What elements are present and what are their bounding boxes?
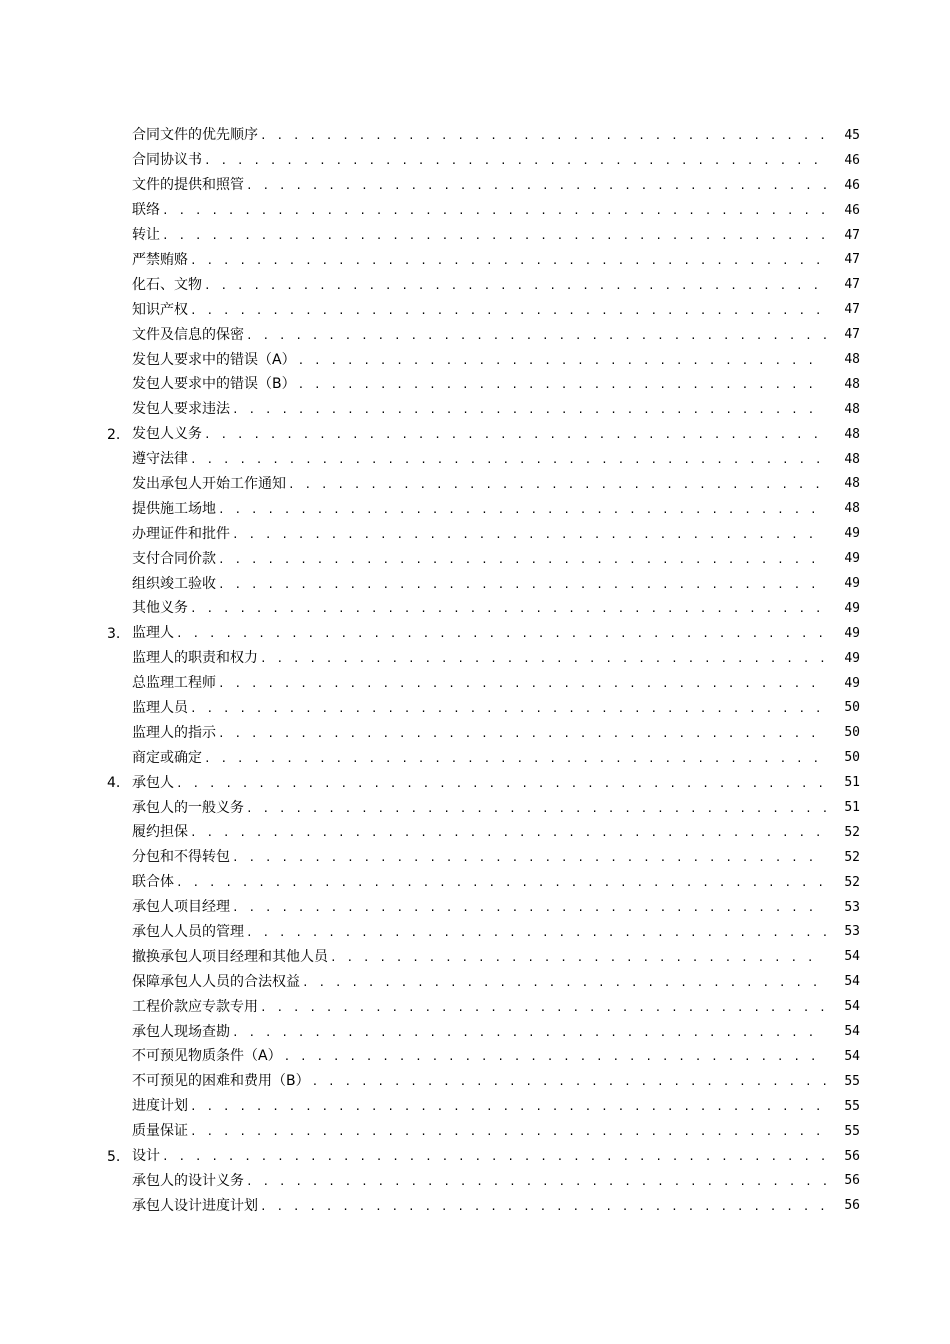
toc-entry-title: 撤换承包人项目经理和其他人员 — [132, 948, 328, 965]
toc-entry-title: 进度计划 — [132, 1098, 188, 1115]
toc-entry-text — [132, 1069, 828, 1095]
toc-dot-leader — [218, 722, 826, 747]
toc-dot-leader — [260, 124, 826, 149]
toc-entry[interactable] — [0, 622, 950, 647]
toc-dot-leader — [190, 597, 826, 622]
toc-dot-leader — [162, 1145, 826, 1170]
toc-dot-leader — [232, 523, 826, 548]
toc-entry[interactable] — [0, 373, 950, 398]
toc-page-number: 47 — [830, 273, 860, 298]
toc-dot-leader — [176, 772, 826, 797]
toc-entry-text — [132, 1194, 828, 1220]
toc-dot-leader — [204, 274, 826, 299]
toc-entry[interactable] — [0, 1145, 950, 1170]
toc-entry[interactable] — [0, 472, 950, 497]
toc-page-number: 47 — [830, 323, 860, 348]
toc-entry-title: 办理证件和批件 — [132, 525, 230, 542]
toc-entry-text — [132, 870, 828, 896]
toc-dot-leader — [246, 921, 826, 946]
toc-entry-title: 合同文件的优先顺序 — [132, 127, 258, 144]
toc-entry[interactable] — [0, 696, 950, 721]
toc-entry-text — [132, 123, 828, 149]
toc-page-number: 48 — [830, 448, 860, 473]
toc-dot-leader — [176, 622, 826, 647]
toc-dot-leader — [190, 1120, 826, 1145]
toc-page-number: 48 — [830, 398, 860, 423]
toc-page-number: 54 — [830, 1020, 860, 1045]
toc-entry-text — [132, 298, 828, 324]
toc-entry-text — [132, 1169, 828, 1195]
toc-page-number: 54 — [830, 995, 860, 1020]
toc-entry-text — [132, 596, 828, 622]
toc-entry[interactable] — [0, 124, 950, 149]
toc-entry[interactable] — [0, 721, 950, 746]
toc-page-number: 49 — [830, 522, 860, 547]
toc-entry-text — [132, 248, 828, 274]
table-of-contents — [0, 124, 950, 1219]
toc-page-number: 50 — [830, 696, 860, 721]
toc-page-number: 47 — [830, 298, 860, 323]
toc-dot-leader — [190, 448, 826, 473]
toc-entry-title: 总监理工程师 — [132, 675, 216, 692]
toc-entry-text — [132, 671, 828, 697]
toc-entry-title: 承包人的设计义务 — [132, 1172, 244, 1189]
toc-entry[interactable] — [0, 995, 950, 1020]
toc-page-number: 56 — [830, 1194, 860, 1219]
toc-entry[interactable] — [0, 771, 950, 796]
toc-entry-text — [132, 198, 828, 224]
toc-page-number: 52 — [830, 846, 860, 871]
toc-entry-text — [132, 572, 828, 598]
toc-page-number: 49 — [830, 647, 860, 672]
toc-entry-text — [132, 895, 828, 921]
toc-page-number: 47 — [830, 248, 860, 273]
toc-entry-title: 发包人要求违法 — [132, 401, 230, 418]
toc-entry-text — [132, 945, 828, 971]
toc-dot-leader — [302, 971, 826, 996]
toc-entry[interactable] — [0, 1020, 950, 1045]
toc-entry[interactable] — [0, 522, 950, 547]
toc-entry-text — [132, 696, 828, 722]
toc-page-number: 54 — [830, 945, 860, 970]
toc-entry-text — [132, 397, 828, 423]
toc-page-number: 50 — [830, 721, 860, 746]
toc-entry-title: 提供施工场地 — [132, 500, 216, 517]
toc-section-number: 3. — [107, 625, 121, 642]
toc-entry-text — [132, 148, 828, 174]
toc-entry[interactable] — [0, 846, 950, 871]
toc-entry-text — [132, 472, 828, 498]
toc-dot-leader — [190, 249, 826, 274]
toc-entry-text — [132, 621, 828, 647]
toc-entry-text — [132, 1144, 828, 1170]
toc-dot-leader — [190, 697, 826, 722]
toc-entry-title: 设计 — [132, 1148, 160, 1164]
toc-entry-title: 商定或确定 — [132, 749, 202, 766]
toc-entry[interactable] — [0, 199, 950, 224]
toc-entry-text — [132, 920, 828, 946]
toc-entry[interactable] — [0, 1070, 950, 1095]
toc-entry-text — [132, 995, 828, 1021]
toc-page-number: 49 — [830, 672, 860, 697]
toc-entry[interactable] — [0, 348, 950, 373]
toc-entry-text — [132, 1044, 828, 1070]
toc-entry[interactable] — [0, 796, 950, 821]
toc-section-number: 4. — [107, 775, 121, 792]
toc-page-number: 48 — [830, 497, 860, 522]
toc-dot-leader — [232, 896, 826, 921]
toc-entry-title: 文件及信息的保密 — [132, 326, 244, 343]
toc-page-number: 50 — [830, 746, 860, 771]
toc-entry-text — [132, 721, 828, 747]
toc-entry-title: 监理人 — [132, 625, 174, 642]
toc-section-number: 2. — [107, 426, 121, 443]
toc-entry[interactable] — [0, 323, 950, 348]
toc-page-number: 55 — [830, 1095, 860, 1120]
toc-entry-title: 支付合同价款 — [132, 550, 216, 567]
toc-entry[interactable] — [0, 273, 950, 298]
toc-dot-leader — [204, 747, 826, 772]
toc-dot-leader — [312, 1070, 826, 1095]
toc-dot-leader — [204, 423, 826, 448]
toc-entry[interactable] — [0, 547, 950, 572]
toc-page-number: 53 — [830, 896, 860, 921]
toc-dot-leader — [176, 871, 826, 896]
toc-entry-text — [132, 771, 828, 797]
toc-entry-title: 发包人要求中的错误（A） — [132, 351, 296, 368]
toc-dot-leader — [218, 498, 826, 523]
toc-page-number: 52 — [830, 821, 860, 846]
toc-entry[interactable] — [0, 945, 950, 970]
toc-dot-leader — [218, 672, 826, 697]
toc-entry-text — [132, 447, 828, 473]
toc-entry-text — [132, 1119, 828, 1145]
toc-page-number: 48 — [830, 472, 860, 497]
toc-dot-leader — [232, 398, 826, 423]
toc-page-number: 49 — [830, 622, 860, 647]
toc-entry-text — [132, 845, 828, 871]
toc-entry[interactable] — [0, 1194, 950, 1219]
toc-entry-title: 其他义务 — [132, 600, 188, 617]
toc-entry-title: 承包人的一般义务 — [132, 799, 244, 816]
toc-entry-text — [132, 746, 828, 772]
toc-entry[interactable] — [0, 398, 950, 423]
toc-entry[interactable] — [0, 871, 950, 896]
toc-entry-title: 履约担保 — [132, 824, 188, 841]
toc-entry-title: 承包人人员的管理 — [132, 923, 244, 940]
toc-entry-title: 发包人要求中的错误（B） — [132, 376, 296, 393]
toc-entry-title: 知识产权 — [132, 301, 188, 318]
toc-entry-title: 不可预见物质条件（A） — [132, 1048, 282, 1065]
toc-entry[interactable] — [0, 1120, 950, 1145]
toc-entry-text — [132, 646, 828, 672]
toc-dot-leader — [288, 473, 826, 498]
toc-entry-text — [132, 497, 828, 523]
toc-dot-leader — [246, 1170, 826, 1195]
toc-entry[interactable] — [0, 224, 950, 249]
toc-entry-title: 分包和不得转包 — [132, 849, 230, 866]
toc-entry-text — [132, 1094, 828, 1120]
toc-dot-leader — [190, 821, 826, 846]
toc-page-number: 55 — [830, 1070, 860, 1095]
toc-page-number: 52 — [830, 871, 860, 896]
toc-dot-leader — [232, 846, 826, 871]
toc-entry-title: 联络 — [132, 202, 160, 219]
toc-entry-title: 承包人项目经理 — [132, 899, 230, 916]
toc-entry-text — [132, 1020, 828, 1046]
toc-entry-title: 遵守法律 — [132, 451, 188, 468]
toc-entry-text — [132, 323, 828, 349]
toc-entry-title: 监理人的指示 — [132, 724, 216, 741]
toc-entry-text — [132, 273, 828, 299]
toc-entry-title: 承包人现场查勘 — [132, 1023, 230, 1040]
toc-dot-leader — [232, 1021, 826, 1046]
toc-entry-title: 工程价款应专款专用 — [132, 998, 258, 1015]
toc-page-number: 46 — [830, 174, 860, 199]
toc-entry-text — [132, 422, 828, 448]
toc-entry[interactable] — [0, 896, 950, 921]
toc-entry[interactable] — [0, 970, 950, 995]
toc-entry-text — [132, 223, 828, 249]
toc-entry[interactable] — [0, 647, 950, 672]
toc-page-number: 55 — [830, 1120, 860, 1145]
toc-page-number: 48 — [830, 348, 860, 373]
toc-page-number: 54 — [830, 1045, 860, 1070]
toc-entry-text — [132, 173, 828, 199]
toc-entry[interactable] — [0, 149, 950, 174]
toc-entry[interactable] — [0, 298, 950, 323]
toc-entry-title: 组织竣工验收 — [132, 575, 216, 592]
toc-page-number: 49 — [830, 597, 860, 622]
toc-entry-text — [132, 796, 828, 822]
toc-entry-title: 监理人员 — [132, 699, 188, 716]
toc-dot-leader — [246, 324, 826, 349]
toc-entry-title: 联合体 — [132, 874, 174, 891]
toc-entry-title: 发出承包人开始工作通知 — [132, 475, 286, 492]
toc-dot-leader — [260, 1195, 826, 1220]
toc-page-number: 56 — [830, 1145, 860, 1170]
toc-entry[interactable] — [0, 423, 950, 448]
toc-entry[interactable] — [0, 746, 950, 771]
toc-entry[interactable] — [0, 1095, 950, 1120]
toc-entry[interactable] — [0, 672, 950, 697]
toc-entry[interactable] — [0, 248, 950, 273]
toc-page-number: 48 — [830, 373, 860, 398]
toc-dot-leader — [298, 349, 826, 374]
toc-dot-leader — [330, 946, 826, 971]
toc-entry-title: 转让 — [132, 227, 160, 244]
toc-dot-leader — [190, 299, 826, 324]
toc-dot-leader — [260, 996, 826, 1021]
toc-section-number: 5. — [107, 1148, 121, 1165]
toc-entry[interactable] — [0, 572, 950, 597]
toc-entry[interactable] — [0, 497, 950, 522]
toc-entry-title: 发包人义务 — [132, 426, 202, 443]
toc-dot-leader — [162, 199, 826, 224]
toc-dot-leader — [190, 1095, 826, 1120]
toc-entry-title: 保障承包人人员的合法权益 — [132, 973, 300, 990]
toc-entry[interactable] — [0, 921, 950, 946]
toc-page-number: 54 — [830, 970, 860, 995]
toc-entry-title: 合同协议书 — [132, 152, 202, 169]
toc-entry-title: 严禁贿赂 — [132, 251, 188, 268]
toc-entry-title: 不可预见的困难和费用（B） — [132, 1073, 310, 1090]
toc-page-number: 51 — [830, 771, 860, 796]
toc-entry[interactable] — [0, 821, 950, 846]
toc-page-number: 47 — [830, 224, 860, 249]
toc-entry-text — [132, 372, 828, 398]
toc-entry-title: 质量保证 — [132, 1123, 188, 1140]
toc-entry[interactable] — [0, 174, 950, 199]
toc-entry[interactable] — [0, 1169, 950, 1194]
toc-page-number: 45 — [830, 124, 860, 149]
toc-dot-leader — [204, 149, 826, 174]
toc-entry[interactable] — [0, 448, 950, 473]
toc-entry-title: 监理人的职责和权力 — [132, 650, 258, 667]
toc-dot-leader — [218, 548, 826, 573]
toc-page-number: 46 — [830, 149, 860, 174]
toc-entry-text — [132, 348, 828, 374]
toc-entry-title: 承包人 — [132, 774, 174, 791]
toc-dot-leader — [260, 647, 826, 672]
toc-page-number: 46 — [830, 199, 860, 224]
toc-dot-leader — [284, 1045, 826, 1070]
toc-dot-leader — [246, 174, 826, 199]
toc-entry-title: 化石、文物 — [132, 276, 202, 293]
toc-page-number: 53 — [830, 920, 860, 945]
toc-entry-text — [132, 820, 828, 846]
toc-entry[interactable] — [0, 1045, 950, 1070]
toc-dot-leader — [162, 224, 826, 249]
toc-entry-title: 文件的提供和照管 — [132, 177, 244, 194]
toc-dot-leader — [298, 373, 826, 398]
toc-entry[interactable] — [0, 597, 950, 622]
toc-dot-leader — [246, 797, 826, 822]
toc-entry-text — [132, 547, 828, 573]
toc-page-number: 48 — [830, 423, 860, 448]
toc-page-number: 51 — [830, 796, 860, 821]
toc-entry-text — [132, 970, 828, 996]
toc-entry-text — [132, 522, 828, 548]
toc-dot-leader — [218, 573, 826, 598]
toc-entry-title: 承包人设计进度计划 — [132, 1197, 258, 1214]
toc-page-number: 49 — [830, 572, 860, 597]
toc-page-number: 49 — [830, 547, 860, 572]
toc-page-number: 56 — [830, 1169, 860, 1194]
